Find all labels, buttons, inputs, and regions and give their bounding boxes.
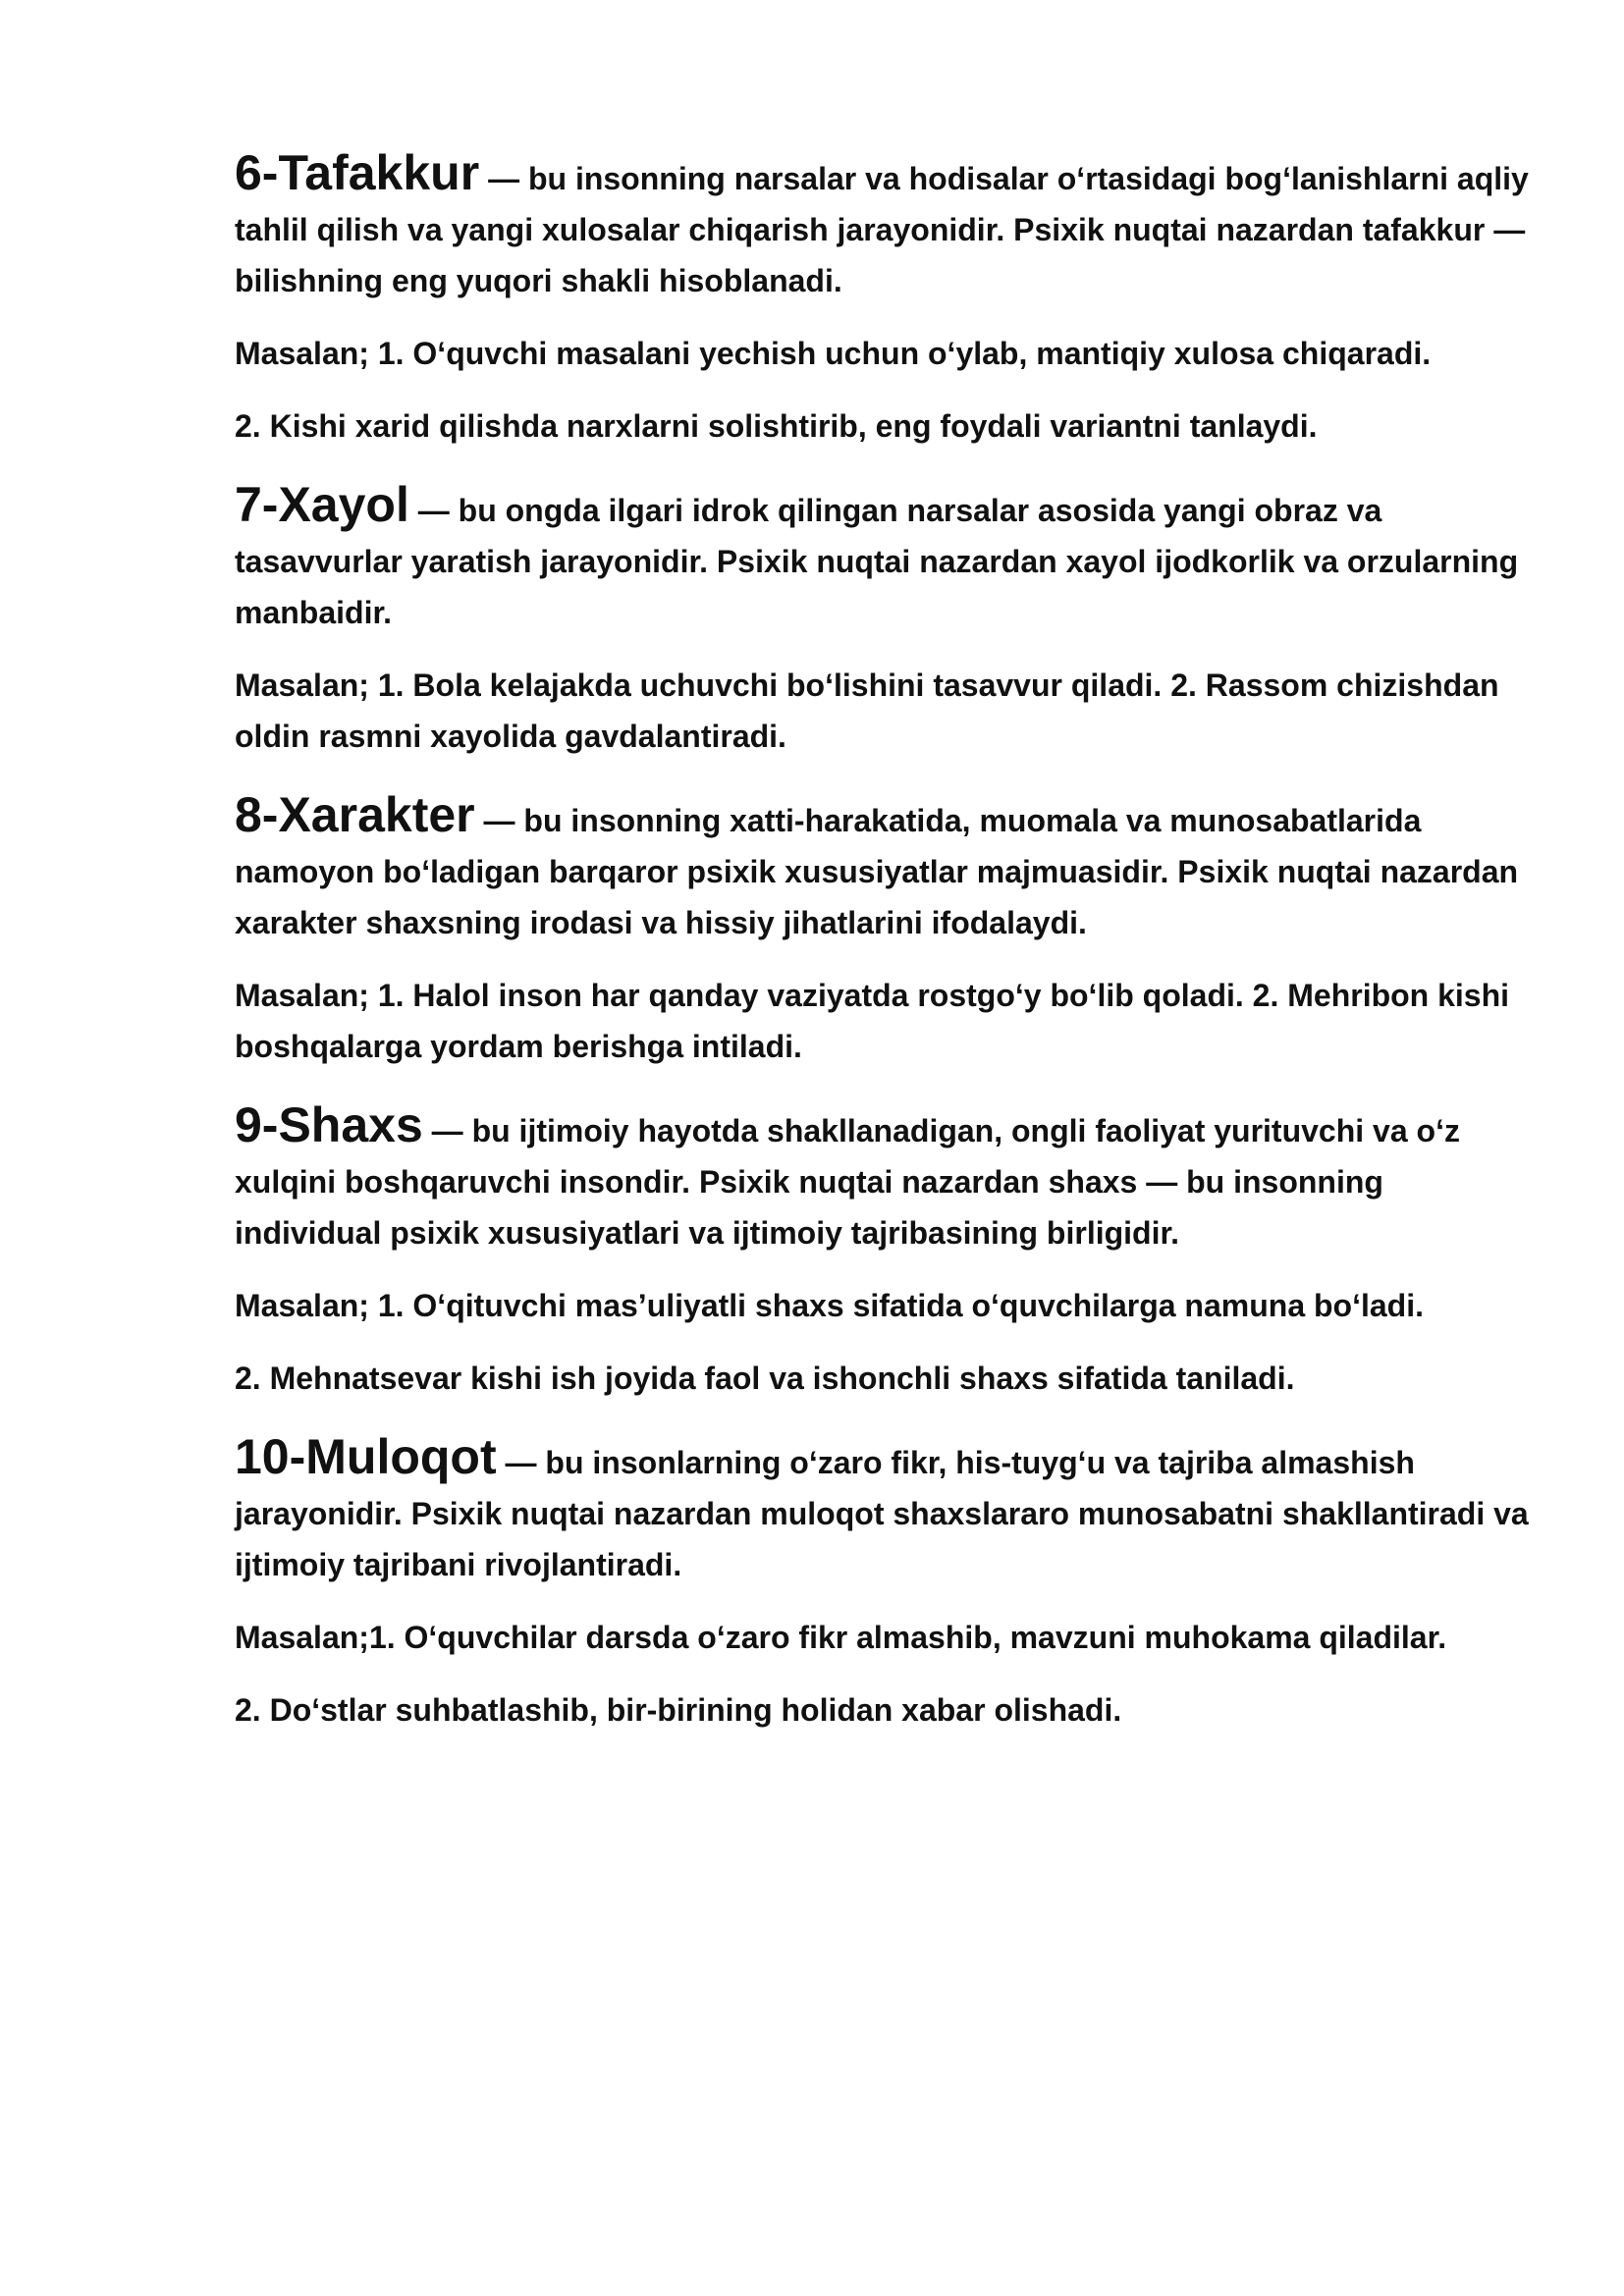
example-line: Masalan; 1. Bola kelajakda uchuvchi bo‘lishini tasavvur qiladi. 2. Rassom chizishdan oldin rasmni xayolida gavdalantiradi. [235,667,1499,754]
definition-text: — bu ijtimoiy hayotda shakllanadigan, ongli faoliyat yurituvchi va o‘z xulqini boshqaruvchi insondir. Psixik nuqtai nazardan shaxs — bu insonning individual psixik xususiyatlari va ijtimoiy tajribasining birligidir. [235,1113,1460,1251]
example-line: 2. Kishi xarid qilishda narxlarni solishtirib, eng foydali variantni tanlaydi. [235,408,1318,444]
section-xayol [235,479,1536,762]
example-line: Masalan; 1. O‘qituvchi mas’uliyatli shaxs sifatida o‘quvchilarga namuna bo‘ladi. [235,1288,1424,1323]
example-line: 2. Do‘stlar suhbatlashib, bir-birining holidan xabar olishadi. [235,1692,1122,1728]
definition-text: — bu insonning xatti-harakatida, muomala va munosabatlarida namoyon bo‘ladigan barqaror psixik xususiyatlar majmuasidir. Psixik nuqtai nazardan xarakter shaxsning irodasi va hissiy jihatlarini ifodalaydi. [235,803,1519,940]
definition-text: — bu ongda ilgari idrok qilingan narsalar asosida yangi obraz va tasavvurlar yaratish jarayonidir. Psixik nuqtai nazardan xayol ijodkorlik va orzularning manbaidir. [235,493,1519,630]
definition-text: — bu insonlarning o‘zaro fikr, his-tuyg‘u va tajriba almashish jarayonidir. Psixik nuqtai nazardan muloqot shaxslararo munosabatni shakllantiradi va ijtimoiy tajribani rivojlantiradi. [235,1445,1529,1582]
definition-paragraph [235,479,1536,638]
definition-paragraph [235,1099,1536,1258]
section-shaxs [235,1099,1536,1404]
definition-paragraph [235,147,1536,306]
document-page [235,147,1536,1763]
section-tafakkur [235,147,1536,452]
term-heading: 8-Xarakter [235,787,475,842]
definition-paragraph [235,789,1536,948]
example-line: Masalan; 1. Halol inson har qanday vaziyatda rostgo‘y bo‘lib qoladi. 2. Mehribon kishi boshqalarga yordam berishga intiladi. [235,978,1510,1064]
definition-text: — bu insonning narsalar va hodisalar o‘rtasidagi bog‘lanishlarni aqliy tahlil qilish va yangi xulosalar chiqarish jarayonidir. Psixik nuqtai nazardan tafakkur — bilishning eng yuqori shakli hisoblanadi. [235,161,1529,298]
example-line: 2. Mehnatsevar kishi ish joyida faol va ishonchli shaxs sifatida taniladi. [235,1361,1295,1396]
term-heading: 6-Tafakkur [235,145,480,200]
example-line: Masalan; 1. O‘quvchi masalani yechish uchun o‘ylab, mantiqiy xulosa chiqaradi. [235,336,1432,371]
definition-paragraph [235,1431,1536,1590]
example-line: Masalan;1. O‘quvchilar darsda o‘zaro fikr almashib, mavzuni muhokama qiladilar. [235,1620,1447,1655]
section-muloqot [235,1431,1536,1735]
term-heading: 7-Xayol [235,477,409,532]
section-xarakter [235,789,1536,1072]
term-heading: 10-Muloqot [235,1429,497,1484]
term-heading: 9-Shaxs [235,1097,423,1152]
